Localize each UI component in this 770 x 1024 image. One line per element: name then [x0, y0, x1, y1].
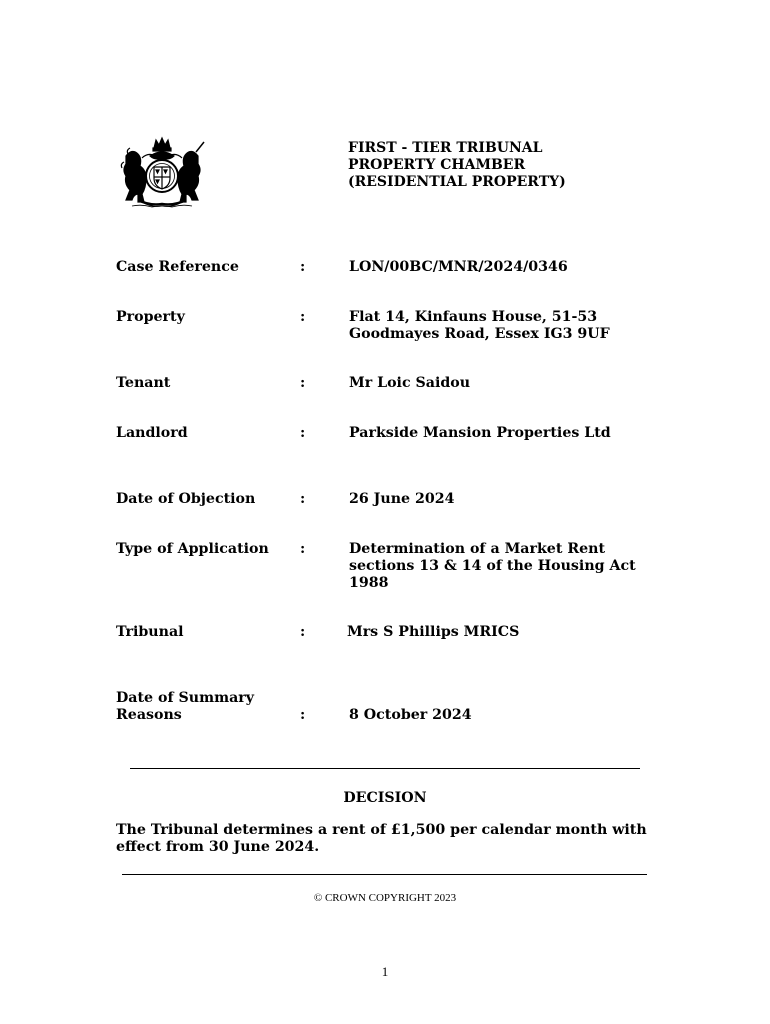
- field-colon: :: [300, 541, 306, 557]
- field-value-line: 26 June 2024: [349, 491, 455, 507]
- field-value-line: Determination of a Market Rent: [349, 541, 605, 557]
- header-line: (RESIDENTIAL PROPERTY): [348, 174, 566, 190]
- royal-coat-of-arms-icon: [112, 134, 212, 210]
- field-label: Date of Objection: [116, 491, 256, 507]
- field-label-line: Reasons: [116, 707, 182, 723]
- header-line: PROPERTY CHAMBER: [348, 157, 526, 173]
- tribunal-header: [348, 140, 566, 191]
- field-value: [349, 541, 636, 592]
- field-value-line: 8 October 2024: [349, 707, 472, 723]
- field-colon: :: [300, 425, 306, 441]
- field-value: [349, 707, 472, 724]
- field-value: [349, 259, 568, 276]
- field-value-line: Goodmayes Road, Essex IG3 9UF: [349, 326, 610, 342]
- header-line: FIRST - TIER TRIBUNAL: [348, 140, 543, 156]
- field-value-line: sections 13 & 14 of the Housing Act: [349, 558, 636, 574]
- field-value: [349, 425, 611, 442]
- field-label: Case Reference: [116, 259, 239, 275]
- field-label: Tenant: [116, 375, 171, 391]
- field-colon: :: [300, 491, 306, 507]
- field-colon: :: [300, 309, 306, 325]
- page-number: 1: [381, 964, 389, 979]
- field-value-line: 1988: [349, 575, 389, 591]
- field-label: Property: [116, 309, 185, 325]
- field-value: [347, 624, 519, 641]
- decision-line: effect from 30 June 2024.: [116, 839, 320, 855]
- field-label: Landlord: [116, 425, 188, 441]
- field-label: Type of Application: [116, 541, 269, 557]
- field-value: [349, 309, 610, 343]
- decision-line: The Tribunal determines a rent of £1,500 per calendar month with: [116, 822, 647, 838]
- decision-text: [116, 822, 676, 856]
- field-label: Tribunal: [116, 624, 184, 640]
- copyright-notice: © CROWN COPYRIGHT 2023: [313, 892, 457, 904]
- field-label-line: Date of Summary: [116, 690, 255, 706]
- field-value: [349, 375, 470, 392]
- decision-title: DECISION: [343, 790, 427, 806]
- field-value: [349, 491, 454, 508]
- field-value-line: Mr Loic Saidou: [349, 375, 471, 391]
- field-label: [116, 690, 254, 724]
- field-colon: :: [300, 259, 306, 275]
- field-colon: :: [300, 707, 306, 723]
- field-colon: :: [300, 375, 306, 391]
- field-value-line: LON/00BC/MNR/2024/0346: [349, 259, 568, 275]
- field-value-line: Mrs S Phillips MRICS: [347, 624, 520, 640]
- field-value-line: Parkside Mansion Properties Ltd: [349, 425, 611, 441]
- field-colon: :: [300, 624, 306, 640]
- divider-rule: [122, 874, 647, 875]
- field-value-line: Flat 14, Kinfauns House, 51-53: [349, 309, 598, 325]
- divider-rule: [130, 768, 640, 769]
